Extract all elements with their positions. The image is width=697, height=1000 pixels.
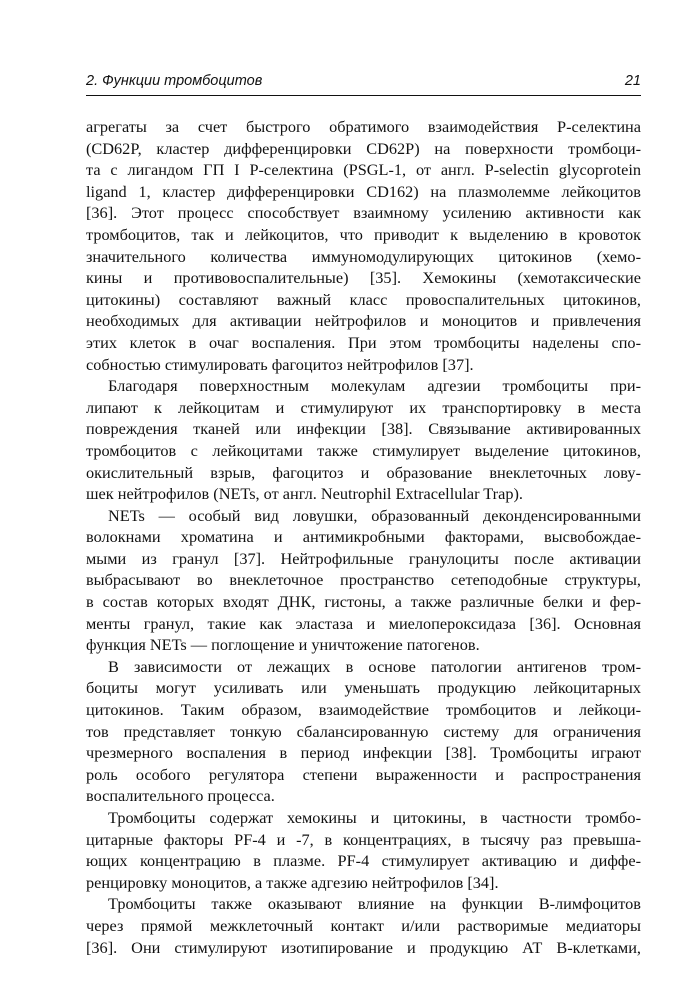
text-line: кины и противовоспалительные) [35]. Хемокины (хемотаксические	[86, 268, 641, 288]
text-line: необходимых для активации нейтрофилов и моноцитов и привлечения	[86, 311, 641, 331]
text-line: Тромбоциты также оказывают влияние на функции В-лимфоцитов	[108, 894, 641, 914]
text-line: NETs — особый вид ловушки, образованный деконденсированными	[108, 505, 641, 525]
text-line: [36]. Они стимулируют изотипирование и продукцию АТ В-клетками,	[86, 937, 641, 957]
text-line: та с лигандом ГП I Р-селектина (PSGL-1, от англ. P-selectin glycoprotein	[86, 160, 641, 180]
text-line: через прямой межклеточный контакт и/или растворимые медиаторы	[86, 915, 641, 935]
paragraph	[86, 116, 641, 375]
paragraph	[86, 893, 641, 958]
text-line: функция NETs — поглощение и уничтожение патогенов.	[86, 635, 480, 655]
text-line: шек нейтрофилов (NETs, от англ. Neutrophil Extracellular Trap).	[86, 484, 523, 504]
text-line: липают к лейкоцитам и стимулируют их транспортировку в места	[86, 397, 641, 417]
text-line: выбрасывают во внеклеточное пространство сетеподобные структуры,	[86, 570, 641, 590]
body-text	[86, 116, 641, 958]
page-number: 21	[624, 73, 641, 89]
text-line: воспалительного процесса.	[86, 786, 275, 806]
text-line: В зависимости от лежащих в основе патологии антигенов тром-	[108, 656, 641, 676]
text-line: цитарные факторы PF-4 и -7, в концентрациях, в тысячу раз превыша-	[86, 829, 641, 849]
text-line: агрегаты за счет быстрого обратимого взаимодействия Р-селектина	[86, 117, 641, 136]
text-line: окислительный взрыв, фагоцитоз и образование внеклеточных лову-	[86, 462, 641, 482]
text-line: [36]. Этот процесс способствует взаимному усилению активности как	[86, 203, 641, 223]
text-line: ющих концентрацию в плазме. PF-4 стимулирует активацию и диффе-	[86, 851, 641, 871]
text-line: собностью стимулировать фагоцитоз нейтрофилов [37].	[86, 354, 474, 374]
text-line: повреждения тканей или инфекции [38]. Связывание активированных	[86, 419, 641, 439]
text-line: ligand 1, кластер дифференцировки CD162) на плазмолемме лейкоцитов	[86, 181, 641, 201]
text-line: тромбоцитов с лейкоцитами также стимулирует выделение цитокинов,	[86, 440, 641, 460]
text-line: тромбоцитов, так и лейкоцитов, что приводит к выделению в кровоток	[86, 224, 641, 244]
text-line: роль особого регулятора степени выраженности и распространения	[86, 764, 641, 784]
text-line: цитокины) составляют важный класс провоспалительных цитокинов,	[86, 289, 641, 309]
text-line: ренцировку моноцитов, а также адгезию нейтрофилов [34].	[86, 872, 499, 892]
paragraph	[86, 656, 641, 807]
text-line: боциты могут усиливать или уменьшать продукцию лейкоцитарных	[86, 678, 641, 698]
paragraph	[86, 375, 641, 505]
text-line: значительного количества иммуномодулирующих цитокинов (хемо-	[86, 246, 641, 266]
paragraph	[86, 505, 641, 656]
running-header	[86, 73, 641, 93]
text-line: мыми из гранул [37]. Нейтрофильные гранулоциты после активации	[86, 548, 641, 568]
section-title: 2. Функции тромбоцитов	[86, 73, 263, 89]
text-line: этих клеток в очаг воспаления. При этом тромбоциты наделены спо-	[86, 332, 641, 352]
text-line: Благодаря поверхностным молекулам адгезии тромбоциты при-	[108, 376, 641, 396]
text-line: в состав которых входят ДНК, гистоны, а также различные белки и фер-	[86, 592, 641, 612]
text-line: менты гранул, такие как эластаза и миелопероксидаза [36]. Основная	[86, 613, 641, 633]
text-line: цитокинов. Таким образом, взаимодействие тромбоцитов и лейкоци-	[86, 700, 641, 720]
text-line: волокнами хроматина и антимикробными факторами, высвобождае-	[86, 527, 641, 547]
paragraph	[86, 807, 641, 893]
text-line: чрезмерного воспаления в период инфекции [38]. Тромбоциты играют	[86, 743, 641, 763]
text-line: Тромбоциты содержат хемокины и цитокины, в частности тромбо-	[108, 808, 641, 827]
text-line: тов представляет тонкую сбалансированную систему для ограничения	[86, 721, 641, 741]
header-rule	[86, 95, 641, 96]
text-line: (CD62P, кластер дифференцировки CD62P) на поверхности тромбоци-	[86, 138, 641, 158]
